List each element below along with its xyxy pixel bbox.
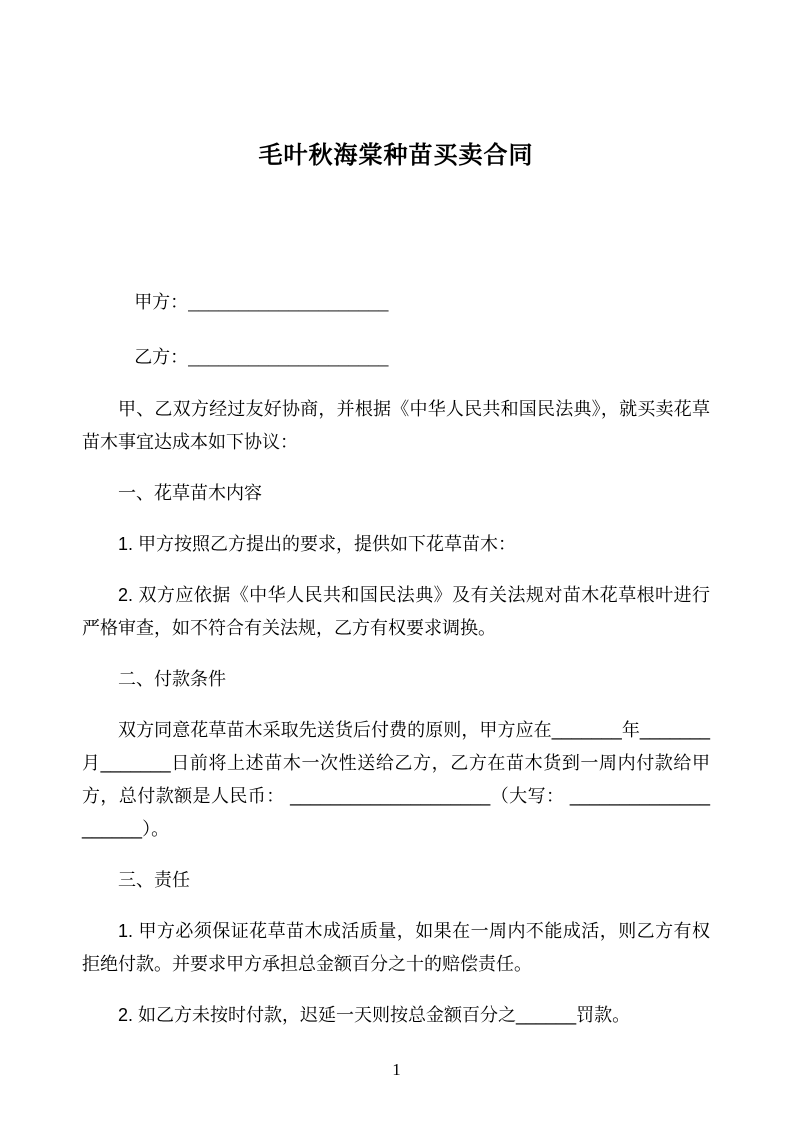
section-2-heading: 二、付款条件 [118,669,226,689]
party-a-label: 甲方： [134,292,189,312]
party-a-blank-field[interactable]: ____________________ [188,292,389,312]
party-b-line [82,341,710,374]
document-title: 毛叶秋海棠种苗买卖合同 [258,142,534,169]
page-footer [0,1060,793,1080]
section-1-item-2: 2. 双方应依据《中华人民共和国民法典》及有关法规对苗木花草根叶进行严格审查，如不符合有关法规，乙方有权要求调换。 [82,585,710,638]
parties-block [82,286,710,374]
party-a-line [82,286,710,319]
contract-body [82,393,710,1032]
preamble-paragraph: 甲、乙双方经过友好协商，并根据《中华人民共和国民法典》，就买卖花草苗木事宜达成本如下协议： [82,399,710,452]
section-3-item-2: 2. 如乙方未按时付款，迟延一天则按总金额百分之______罚款。 [118,1005,631,1025]
section-1-heading: 一、花草苗木内容 [118,483,262,503]
section-3-heading: 三、责任 [118,870,190,890]
section-3-item-1: 1. 甲方必须保证花草苗木成活质量，如果在一周内不能成活，则乙方有权拒绝付款。并要求甲方承担总金额百分之十的赔偿责任。 [82,921,710,974]
page-number: 1 [392,1060,401,1079]
party-b-label: 乙方： [134,347,189,367]
section-1-item-1: 1. 甲方按照乙方提出的要求，提供如下花草苗木： [118,534,517,554]
section-2-payment-paragraph: 双方同意花草苗木采取先送货后付费的原则，甲方应在_______年_______月_______日前将上述苗木一次性送给乙方，乙方在苗木货到一周内付款给甲方，总付款额是人民币： ____________________（大写： ____________________）。 [82,720,710,839]
party-b-blank-field[interactable]: ____________________ [188,347,389,367]
